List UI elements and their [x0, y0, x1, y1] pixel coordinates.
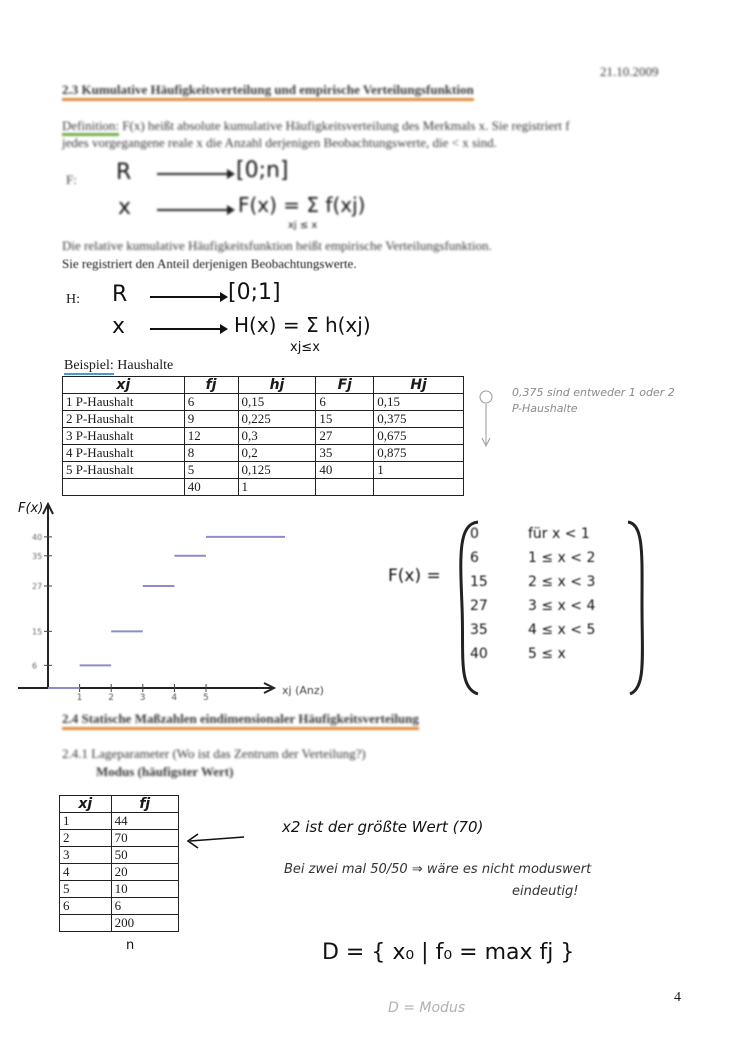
- pencil-note-1: 0,375 sind entweder 1 oder 2: [512, 386, 675, 399]
- definition-text: F(x) heißt absolute kumulative Häufigkeitsverteilung des Merkmals x. Sie registriert f: [122, 118, 570, 133]
- table-header-row: [60, 796, 179, 813]
- h-arrow-2: [148, 321, 228, 337]
- cell: 12: [184, 428, 238, 445]
- h-line2-right: H(x) = Σ h(xj): [234, 313, 371, 337]
- piecewise-row: [470, 570, 640, 594]
- header-Fj: Fj: [316, 377, 374, 394]
- cell: 1 P-Haushalt: [63, 394, 185, 411]
- note-eindeutig: eindeutig!: [512, 884, 579, 899]
- piecewise-value: 27: [470, 598, 488, 614]
- piecewise-condition: 5 ≤ x: [528, 646, 566, 662]
- section-title-2-4-1: 2.4.1 Lageparameter (Wo ist das Zentrum der Verteilung?): [62, 746, 366, 761]
- y-axis-label: F(x): [18, 501, 44, 516]
- cell: [316, 479, 374, 496]
- table-header-row: [63, 377, 464, 394]
- cell: 4 P-Haushalt: [63, 445, 185, 462]
- x-tick-label: 4: [171, 693, 178, 703]
- table-row: [63, 428, 464, 445]
- cell: 40: [316, 462, 374, 479]
- cell: 0,125: [238, 462, 316, 479]
- cell: 2: [60, 830, 112, 847]
- piecewise-condition: 2 ≤ x < 3: [528, 574, 596, 590]
- x-tick-label: 2: [108, 693, 114, 703]
- piecewise-value: 35: [470, 622, 488, 638]
- section-title-2-4: 2.4 Statische Maßzahlen eindimensionaler Häufigkeitsverteilung: [62, 711, 419, 730]
- y-tick-label: 40: [32, 532, 43, 542]
- header-Hj: Hj: [374, 377, 464, 394]
- piecewise-label: F(x) =: [388, 566, 441, 586]
- modus-heading: Modus (häufigster Wert): [96, 764, 234, 779]
- cell: 10: [111, 881, 178, 898]
- table-row: [60, 830, 179, 847]
- cell: 0,875: [374, 445, 464, 462]
- table-row: [60, 847, 179, 864]
- piecewise-value: 0: [470, 526, 479, 542]
- piecewise-row: [470, 522, 640, 546]
- y-tick-label: 35: [32, 551, 43, 561]
- y-tick-label: 6: [32, 661, 38, 671]
- cell: 6: [316, 394, 374, 411]
- h-arrow-1: [148, 289, 228, 305]
- table-row: [63, 394, 464, 411]
- piecewise-value: 40: [470, 646, 488, 662]
- piecewise-row: [470, 618, 640, 642]
- cell: 27: [316, 428, 374, 445]
- x-tick-label: 3: [139, 693, 146, 703]
- cell: [60, 915, 112, 932]
- pencil-modus-note: D = Modus: [388, 1000, 466, 1016]
- cell: 6: [60, 898, 112, 915]
- h-line1-right: [0;1]: [228, 280, 281, 305]
- x-tick-label: 1: [76, 693, 83, 703]
- f-arrow-2: [155, 202, 235, 218]
- cell: [374, 479, 464, 496]
- cell: 1: [374, 462, 464, 479]
- table-row: [60, 898, 179, 915]
- piecewise-condition: 1 ≤ x < 2: [528, 550, 596, 566]
- piecewise-value: 15: [470, 574, 488, 590]
- f-line2-right: F(x) = Σ f(xj): [238, 193, 366, 217]
- cell: 0,3: [238, 428, 316, 445]
- modus-formula: D = { x₀ | f₀ = max fj }: [322, 940, 575, 965]
- cell: 50: [111, 847, 178, 864]
- cell: 35: [316, 445, 374, 462]
- x-axis-label: xj (Anz): [282, 684, 324, 697]
- table-row: [60, 881, 179, 898]
- table-row: [63, 479, 464, 496]
- modus-n-label: n: [126, 938, 135, 953]
- table-row: [63, 462, 464, 479]
- cell: 8: [184, 445, 238, 462]
- table-row: [60, 813, 179, 830]
- cell: 70: [111, 830, 178, 847]
- section-title-2-3: 2.3 Kumulative Häufigkeitsverteilung und empirische Verteilungsfunktion: [62, 82, 474, 101]
- x-tick-label: 5: [203, 693, 209, 703]
- cell: 1: [60, 813, 112, 830]
- h-line1-left: R: [112, 282, 128, 307]
- cell: 200: [111, 915, 178, 932]
- f-line1-left: R: [116, 160, 132, 185]
- cell: [63, 479, 185, 496]
- households-table: [62, 376, 464, 496]
- piecewise-row: [470, 546, 640, 570]
- table-row: [60, 864, 179, 881]
- pencil-note-2: P-Haushalte: [512, 402, 578, 415]
- cell: 3: [60, 847, 112, 864]
- cell: 5: [60, 881, 112, 898]
- page-number: 4: [674, 990, 681, 1005]
- cell: 1: [238, 479, 316, 496]
- definition-line-1: [62, 118, 570, 134]
- modus-table: [59, 795, 179, 932]
- cell: 0,675: [374, 428, 464, 445]
- header-fj: fj: [111, 796, 178, 813]
- piecewise-row: [470, 642, 640, 666]
- piecewise-value: 6: [470, 550, 479, 566]
- cell: 0,2: [238, 445, 316, 462]
- piecewise-row: [470, 594, 640, 618]
- h-label: H:: [66, 292, 80, 307]
- cell: 0,15: [238, 394, 316, 411]
- cell: 4: [60, 864, 112, 881]
- pencil-arrow: [476, 388, 496, 452]
- f-line1-right: [0;n]: [236, 158, 289, 183]
- cell: 44: [111, 813, 178, 830]
- definition-line-2: jedes vorgegangene reale x die Anzahl derjenigen Beobachtungswerte, die < x sind.: [62, 135, 497, 150]
- cell: 6: [111, 898, 178, 915]
- cell: 2 P-Haushalt: [63, 411, 185, 428]
- cell: 6: [184, 394, 238, 411]
- cell: 40: [184, 479, 238, 496]
- step-function-chart: [0, 496, 330, 710]
- table-row: [60, 915, 179, 932]
- example-title: Haushalte: [117, 358, 174, 373]
- left-arrow: [184, 830, 246, 850]
- piecewise-condition: für x < 1: [528, 526, 590, 542]
- piecewise-condition: 4 ≤ x < 5: [528, 622, 596, 638]
- y-tick-label: 27: [32, 582, 43, 591]
- note-two-modes: Bei zwei mal 50/50 ⇒ wäre es nicht moduswert: [284, 862, 592, 877]
- f-line2-sub: xj ≤ x: [288, 220, 318, 231]
- example-label: Beispiel:: [64, 358, 114, 373]
- table-row: [63, 411, 464, 428]
- relative-text-2: Sie registriert den Anteil derjenigen Beobachtungswerte.: [62, 256, 357, 271]
- header-fj: fj: [184, 377, 238, 394]
- f-arrow-1: [155, 166, 235, 182]
- header-hj: hj: [238, 377, 316, 394]
- header-xj: xj: [63, 377, 185, 394]
- definition-label: Definition:: [62, 118, 119, 136]
- header-xj: xj: [60, 796, 112, 813]
- example-heading: [64, 358, 173, 374]
- relative-text-1: Die relative kumulative Häufigkeitsfunktion heißt empirische Verteilungsfunktion.: [62, 238, 492, 253]
- date: 21.10.2009: [600, 64, 659, 79]
- cell: 0,375: [374, 411, 464, 428]
- cell: 20: [111, 864, 178, 881]
- table-row: [63, 445, 464, 462]
- cell: 5: [184, 462, 238, 479]
- arrow-note: x2 ist der größte Wert (70): [282, 818, 484, 836]
- cell: 9: [184, 411, 238, 428]
- cell: 3 P-Haushalt: [63, 428, 185, 445]
- h-line2-left: x: [112, 314, 126, 339]
- f-line2-left: x: [118, 195, 132, 220]
- h-line2-sub: xj≤x: [290, 340, 320, 355]
- cell: 0,15: [374, 394, 464, 411]
- piecewise-condition: 3 ≤ x < 4: [528, 598, 596, 614]
- piecewise-rows: [470, 522, 640, 666]
- f-label: F:: [66, 172, 77, 187]
- cell: 15: [316, 411, 374, 428]
- cell: 0,225: [238, 411, 316, 428]
- cell: 5 P-Haushalt: [63, 462, 185, 479]
- y-tick-label: 15: [32, 627, 43, 637]
